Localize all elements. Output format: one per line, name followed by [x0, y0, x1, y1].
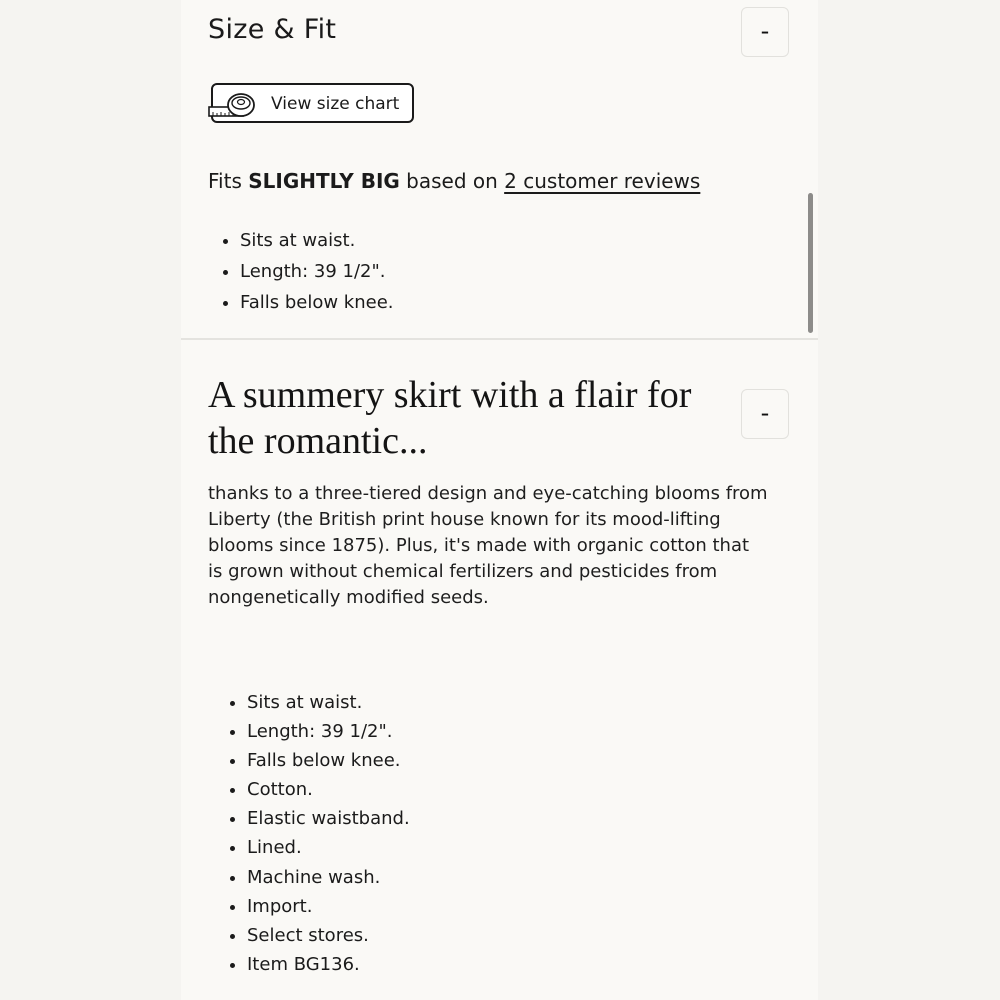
list-item: • Falls below knee. [240, 287, 394, 318]
description-collapse-button[interactable]: - [741, 389, 789, 439]
size-fit-section [181, 0, 818, 340]
product-details-panel [181, 0, 818, 1000]
list-item: • Sits at waist. [240, 225, 394, 256]
fit-prefix: Fits [208, 169, 249, 193]
list-item: • Import. [247, 892, 410, 921]
list-item: • Falls below knee. [247, 746, 410, 775]
fit-summary [208, 166, 700, 196]
fit-value: SLIGHTLY BIG [248, 169, 400, 193]
fit-middle: based on [399, 169, 505, 193]
size-fit-bullets [240, 225, 394, 318]
customer-reviews-link[interactable]: 2 customer reviews [504, 169, 701, 193]
description-body: thanks to a three-tiered design and eye-catching blooms from Liberty (the British print house known for its mood-lifting blooms since 1875). Plus, it's made with organic cotton that is grown without chemical fertilizers and pesticides from nongenetically modified seeds. [208, 483, 768, 608]
list-item: • Length: 39 1/2". [240, 256, 394, 287]
size-fit-title: Size & Fit [208, 14, 337, 45]
view-size-chart-button[interactable] [211, 83, 414, 123]
list-item: • Sits at waist. [247, 688, 410, 717]
view-size-chart-label: View size chart [271, 94, 400, 114]
product-feature-bullets [247, 688, 410, 979]
list-item: • Elastic waistband. [247, 804, 410, 833]
description-headline: A summery skirt with a flair for the romantic... [208, 374, 692, 462]
size-fit-collapse-button[interactable]: - [741, 7, 789, 57]
measuring-tape-icon [207, 90, 257, 120]
list-item: • Cotton. [247, 775, 410, 804]
list-item: • Machine wash. [247, 863, 410, 892]
scrollbar-thumb[interactable] [808, 193, 813, 333]
list-item: • Item BG136. [247, 950, 410, 979]
list-item: • Lined. [247, 833, 410, 862]
list-item: • Select stores. [247, 921, 410, 950]
list-item: • Length: 39 1/2". [247, 717, 410, 746]
